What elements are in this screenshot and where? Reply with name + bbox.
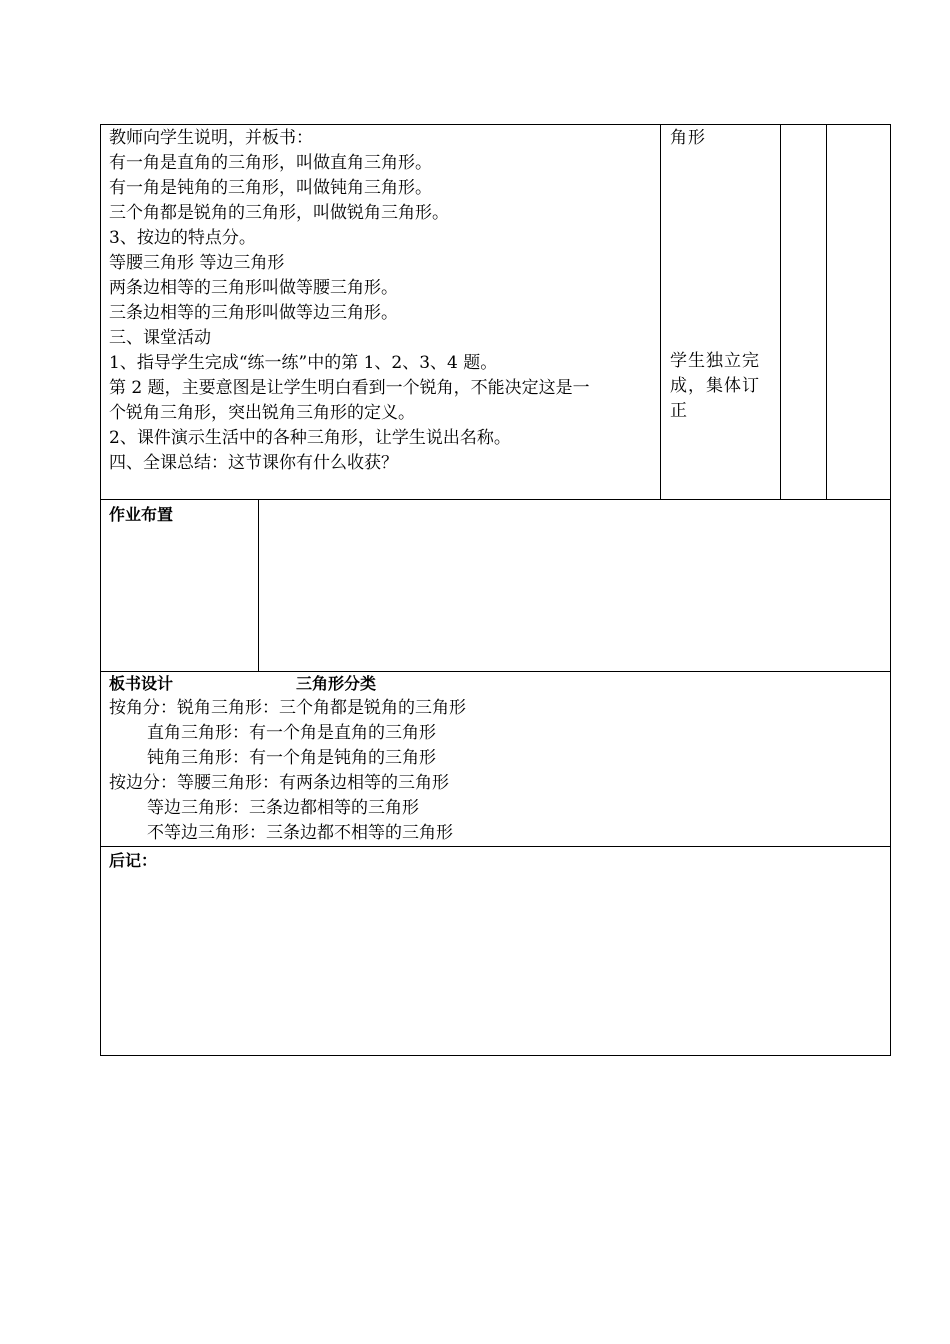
process-line: 两条边相等的三角形叫做等腰三角形。 [109, 278, 398, 298]
side-note-line: 成，集体订 [670, 376, 760, 396]
homework-label: 作业布置 [109, 505, 174, 524]
board-line: 直角三角形：有一个角是直角的三角形 [147, 723, 436, 743]
process-line: 有一角是钝角的三角形，叫做钝角三角形。 [109, 178, 432, 198]
side-column-note [670, 349, 760, 424]
process-line: 教师向学生说明，并板书： [109, 128, 313, 148]
process-line: 第 2 题，主要意图是让学生明白看到一个锐角，不能决定这是一 [109, 378, 590, 398]
board-line: 不等边三角形：三条边都不相等的三角形 [147, 823, 453, 843]
postscript-row [100, 846, 891, 1056]
column-divider [660, 124, 661, 500]
process-line: 四、全课总结：这节课你有什么收获？ [109, 453, 398, 473]
process-text [109, 126, 590, 476]
board-design-block [109, 671, 466, 846]
side-note-line: 正 [670, 401, 688, 421]
process-line: 2、课件演示生活中的各种三角形，让学生说出名称。 [109, 428, 511, 448]
board-design-label: 板书设计 [109, 674, 174, 693]
process-line: 有一角是直角的三角形，叫做直角三角形。 [109, 153, 432, 173]
board-design-title: 三角形分类 [296, 674, 377, 693]
process-line: 三条边相等的三角形叫做等边三角形。 [109, 303, 398, 323]
process-line: 三个角都是锐角的三角形，叫做锐角三角形。 [109, 203, 449, 223]
board-line: 按边分：等腰三角形：有两条边相等的三角形 [109, 773, 449, 793]
process-line: 个锐角三角形，突出锐角三角形的定义。 [109, 403, 415, 423]
column-divider [826, 124, 827, 500]
board-line: 等边三角形：三条边都相等的三角形 [147, 798, 419, 818]
board-line: 按角分：锐角三角形：三个角都是锐角的三角形 [109, 698, 466, 718]
homework-divider [258, 499, 259, 672]
process-line: 等腰三角形 等边三角形 [109, 253, 285, 273]
postscript-label: 后记： [109, 851, 158, 870]
process-line: 三、课堂活动 [109, 328, 211, 348]
column-divider [780, 124, 781, 500]
side-column-top-text: 角形 [670, 128, 706, 148]
board-line: 钝角三角形：有一个角是钝角的三角形 [147, 748, 436, 768]
homework-content[interactable] [268, 502, 880, 662]
side-note-line: 学生独立完 [670, 351, 760, 371]
process-line: 3、按边的特点分。 [109, 228, 256, 248]
process-line: 1、指导学生完成“练一练”中的第 1、2、3、4 题。 [109, 353, 498, 373]
